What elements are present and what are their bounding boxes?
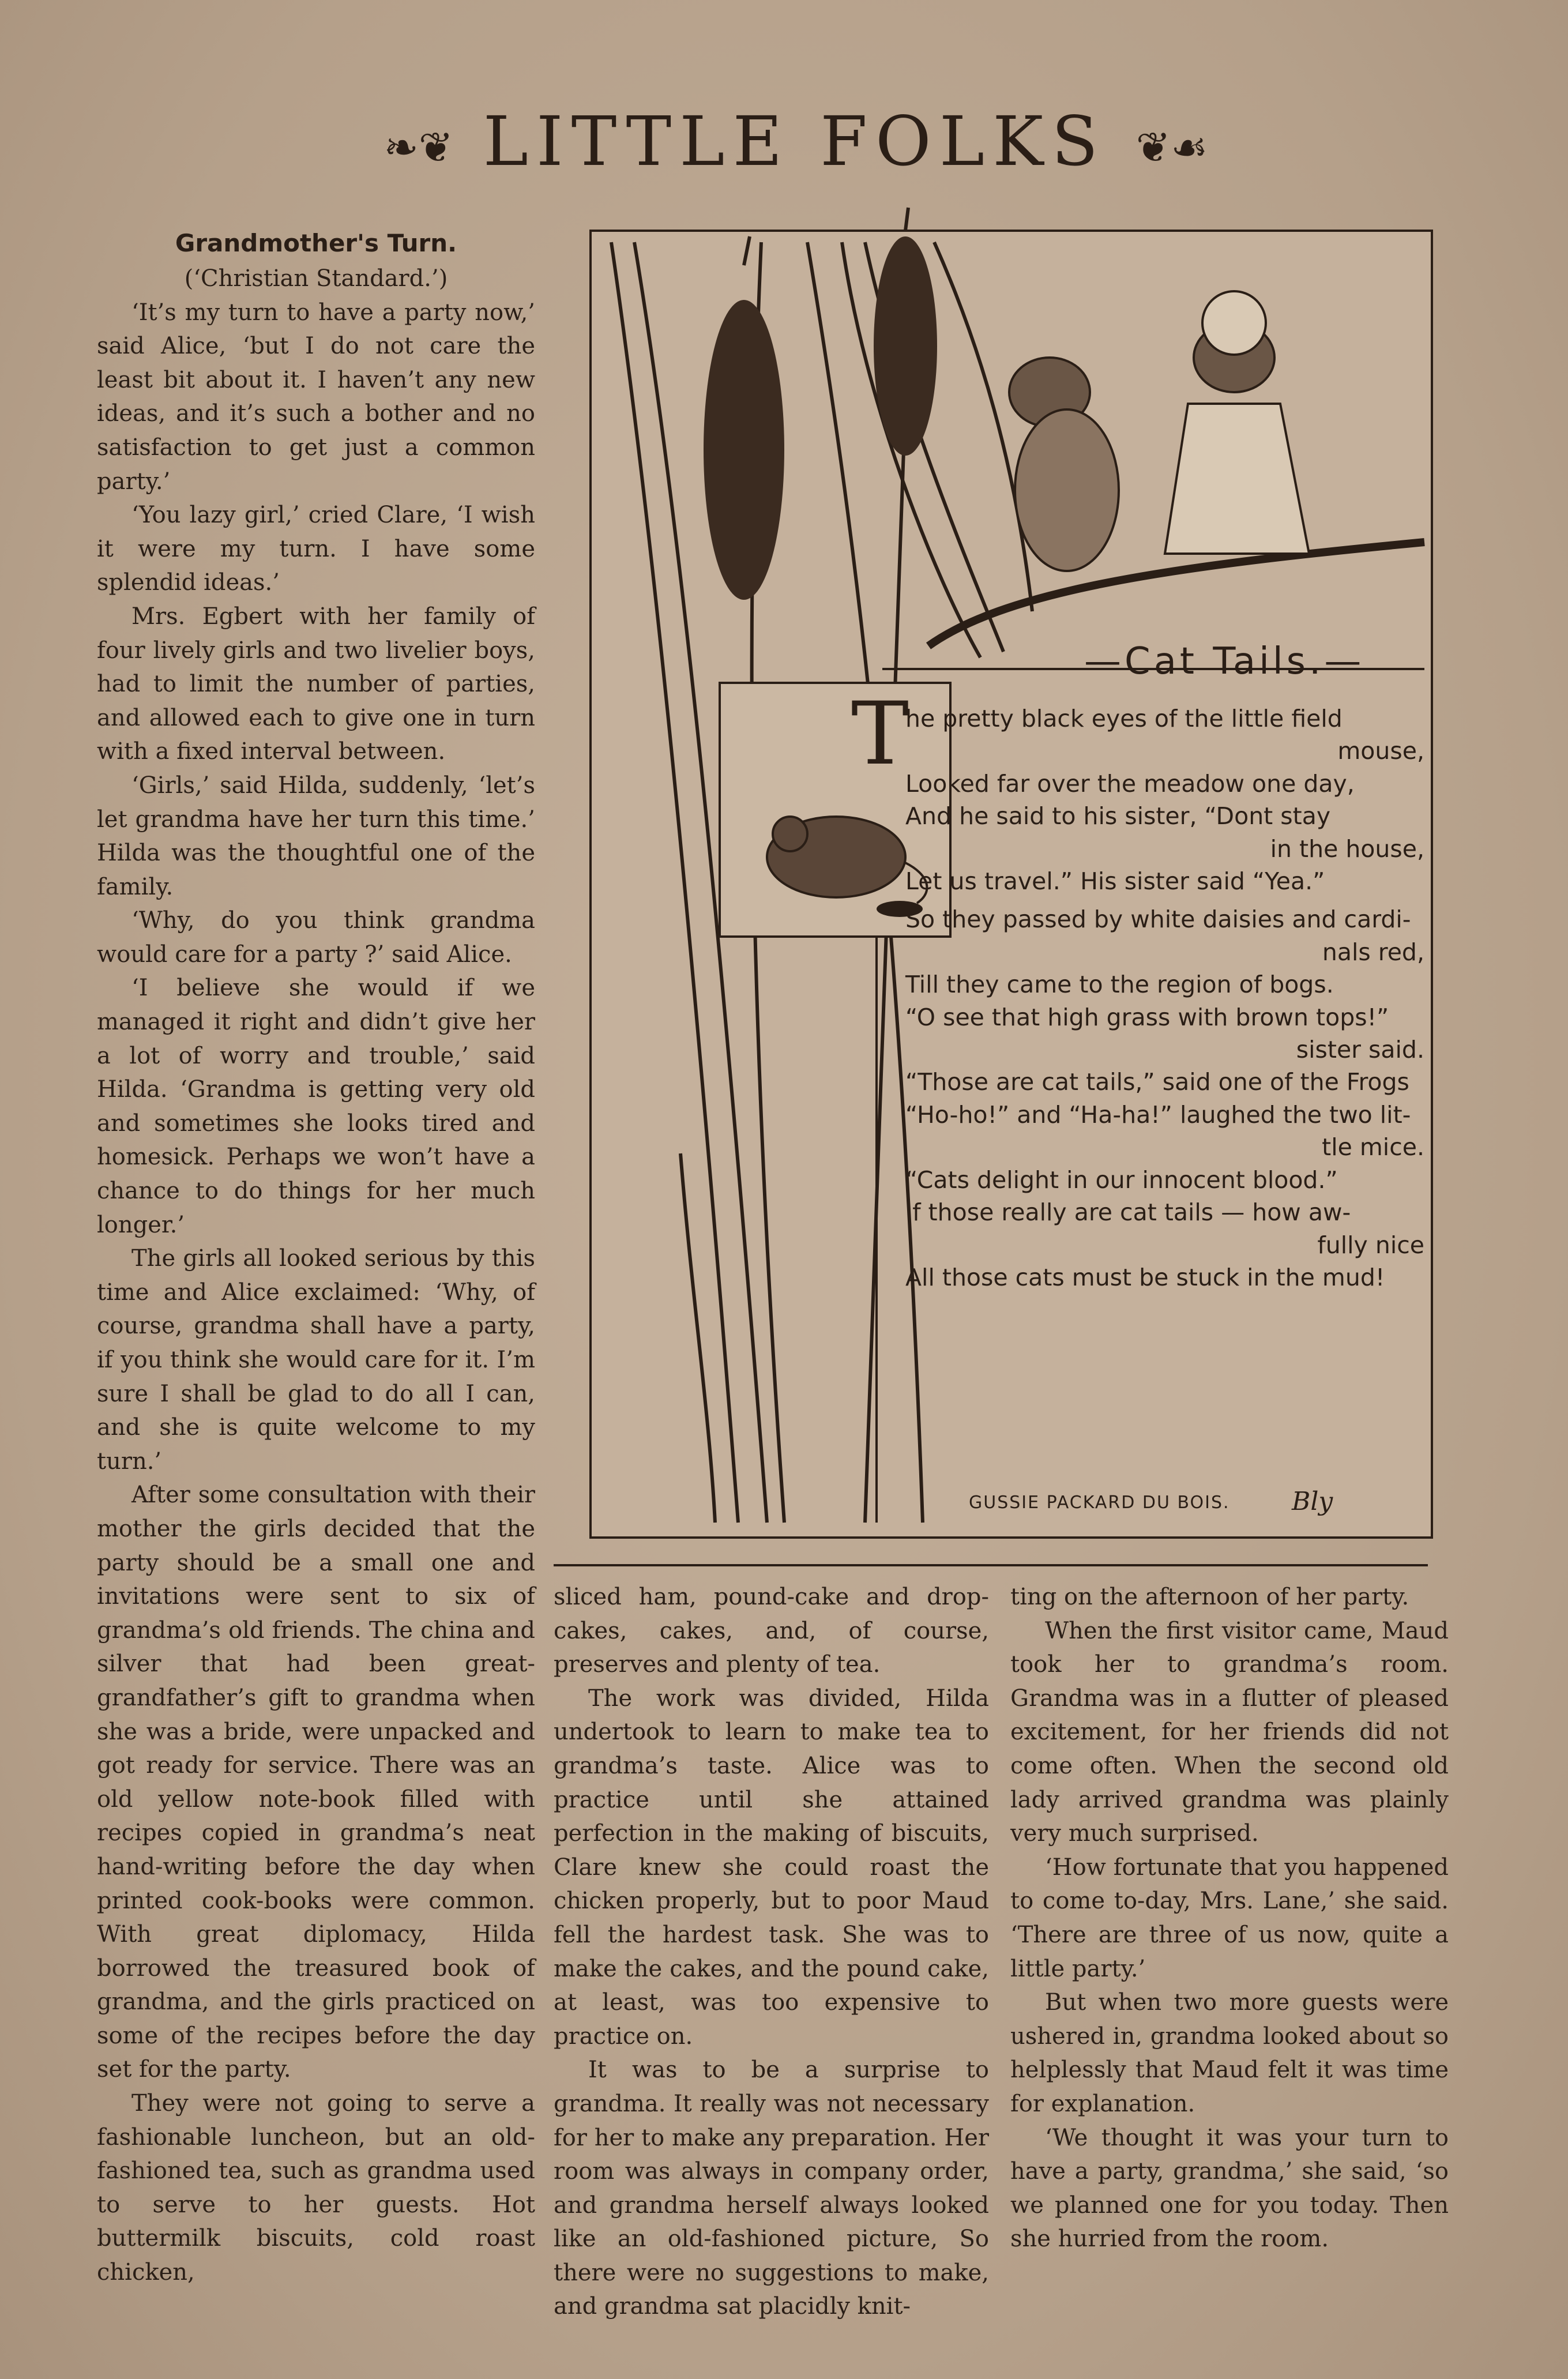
- poem-line: “Those are cat tails,” said one of the Frogs: [905, 1068, 1409, 1096]
- paragraph: ‘How fortunate that you happened to come to-day, Mrs. Lane,’ she said. ‘There are three of us now, quite a little party.’: [1010, 1854, 1449, 1982]
- poem-line: tle mice.: [1322, 1133, 1424, 1162]
- paragraph: But when two more guests were ushered in, grandma looked about so helplessly that Maud felt it was time for explanation.: [1010, 1989, 1449, 2117]
- left-flourish-ornament: ❧❦: [383, 123, 454, 172]
- poem-dropcap: T: [851, 684, 909, 784]
- paragraph: The girls all looked serious by this time and Alice exclaimed: ‘Why, of course, grandma shall have a party, if you think she would care for it. I’m sure I shall be glad to do all I can, and she is quite welcome to my turn.’: [97, 1245, 535, 1475]
- poem-line: “Cats delight in our innocent blood.”: [905, 1166, 1338, 1194]
- paragraph: sliced ham, pound-cake and drop-cakes, cakes, and, of course, preserves and plenty of tea.: [554, 1584, 989, 1678]
- story-column-3: [1010, 1580, 1449, 2256]
- poem-line: “O see that high grass with brown tops!”: [905, 1003, 1389, 1031]
- paragraph: ting on the afternoon of her party.: [1010, 1584, 1409, 1610]
- poem-line: Let us travel.” His sister said “Yea.”: [905, 867, 1325, 896]
- story-title: Grandmother's Turn.: [175, 229, 457, 257]
- poem-line: Looked far over the meadow one day,: [905, 769, 1355, 798]
- story-source: (‘Christian Standard.’): [184, 265, 448, 292]
- poem-line: And he said to his sister, “Dont stay: [905, 802, 1331, 830]
- paragraph: ‘You lazy girl,’ cried Clare, ‘I wish it were my turn. I have some splendid ideas.’: [97, 502, 535, 596]
- poem-line: mouse,: [1337, 737, 1424, 765]
- story-column-2: [554, 1580, 989, 2324]
- cattail-head: [874, 236, 937, 456]
- poem-line: “Ho-ho!” and “Ha-ha!” laughed the two lit-: [905, 1100, 1411, 1129]
- poem-line: he pretty black eyes of the little field: [905, 705, 1343, 732]
- paragraph: After some consultation with their mother the girls decided that the party should be a small one and invitations were sent to six of grandma’s old friends. The china and silver that had been great-grandfather’s gift to grandma when she was a bride, were unpacked and got ready for service. There was an old yellow note-book filled with recipes copied in grandma’s neat hand-writing before the day when printed cook-books were common. With great diplomacy, Hilda borrowed the treasured book of grandma, and the girls practiced on some of the recipes before the day set for the party.: [97, 1482, 535, 2083]
- poem-line: nals red,: [1322, 938, 1424, 966]
- poem-body: [905, 702, 1424, 1294]
- paragraph: They were not going to serve a fashionable luncheon, but an old-fashioned tea, such as grandma used to serve to her guests. Hot buttermilk biscuits, cold roast chicken,: [97, 2090, 535, 2286]
- cattail-head: [704, 300, 784, 600]
- poem-line: If those really are cat tails — how aw-: [905, 1198, 1351, 1227]
- poem-line: So they passed by white daisies and cardi-: [905, 905, 1411, 934]
- poem-title: —Cat Tails.—: [1084, 640, 1365, 683]
- poem-line: Till they came to the region of bogs.: [905, 971, 1334, 999]
- artist-signature: Bly: [1292, 1487, 1333, 1516]
- right-flourish-ornament: ❦☙: [1135, 123, 1208, 172]
- paragraph: ‘Why, do you think grandma would care for a party ?’ said Alice.: [97, 907, 535, 968]
- paragraph: It was to be a surprise to grandma. It really was not necessary for her to make any preparation. Her room was always in company order, and grandma herself always looked like an old-fashioned picture, So there were no suggestions to make, and grandma sat placidly knit-: [554, 2057, 989, 2320]
- paragraph: The work was divided, Hilda undertook to learn to make tea to grandma’s taste. Alice was to practice until she attained perfection in the making of biscuits, Clare knew she could roast the chicken properly, but to poor Maud fell the hardest task. She was to make the cakes, and the pound cake, at least, was too expensive to practice on.: [554, 1685, 989, 2050]
- paragraph: When the first visitor came, Maud took her to grandma’s room. Grandma was in a flutter of pleased excitement, for her friends did not come often. When the second old lady arrived grandma was plainly very much surprised.: [1010, 1617, 1449, 1847]
- column-divider-rule: [554, 1564, 1428, 1566]
- poem-line: fully nice: [1317, 1231, 1424, 1259]
- paragraph: ‘We thought it was your turn to have a party, grandma,’ she said, ‘so we planned one for you today. Then she hurried from the room.: [1010, 2124, 1449, 2253]
- poem-author: GUSSIE PACKARD DU BOIS.: [969, 1493, 1230, 1513]
- poem-line: in the house,: [1270, 835, 1424, 863]
- paragraph: Mrs. Egbert with her family of four lively girls and two livelier boys, had to limit the number of parties, and allowed each to give one in turn with a fixed interval between.: [97, 603, 535, 765]
- paragraph: ‘I believe she would if we managed it right and didn’t give her a lot of worry and trouble,’ said Hilda. ‘Grandma is getting very old and sometimes she looks tired and homesick. Perhaps we won’t have a chance to do things for her much longer.’: [97, 975, 535, 1238]
- paragraph: ‘It’s my turn to have a party now,’ said Alice, ‘but I do not care the least bit about it. I haven’t any new ideas, and it’s such a bother and no satisfaction to get just a common party.’: [97, 299, 535, 495]
- paragraph: ‘Girls,’ said Hilda, suddenly, ‘let’s let grandma have her turn this time.’ Hilda was the thoughtful one of the family.: [97, 772, 535, 900]
- section-title: LITTLE FOLKS: [483, 102, 1107, 181]
- poem-line: All those cats must be stuck in the mud!: [905, 1263, 1385, 1291]
- poem-line: sister said.: [1296, 1036, 1424, 1064]
- two-mice-figures: [1009, 291, 1309, 571]
